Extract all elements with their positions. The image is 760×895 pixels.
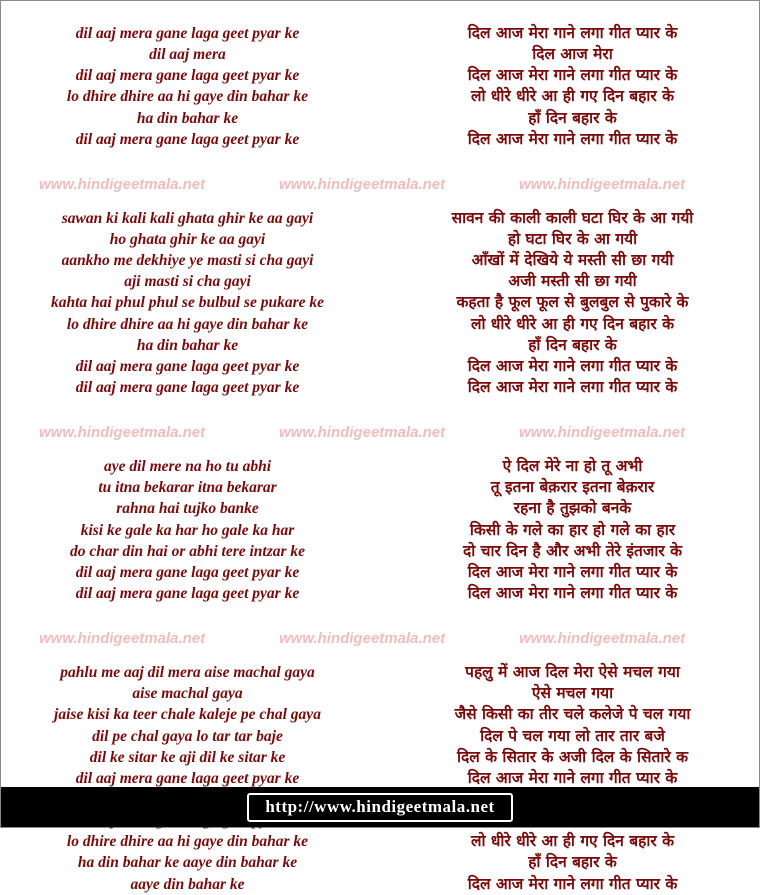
lyric-roman: pahlu me aaj dil mera aise machal gaya <box>60 664 315 682</box>
lyric-roman: ho ghata ghir ke aa gayi <box>109 230 266 248</box>
lyric-roman: kisi ke gale ka har ho gale ka har <box>80 521 295 539</box>
lyric-roman: lo dhire dhire aa hi gaye din bahar ke <box>66 315 309 333</box>
lyric-roman: aise machal gaya <box>132 685 243 703</box>
lyric-roman: dil aaj mera gane laga geet pyar ke <box>75 67 300 85</box>
lyric-devanagari: दिल आज मेरा गाने लगा गीत प्यार के <box>467 377 678 396</box>
lyric-roman: dil aaj mera gane laga geet pyar ke <box>75 357 300 375</box>
lyric-line <box>1 852 759 873</box>
lyric-roman: dil aaj mera gane laga geet pyar ke <box>75 563 300 581</box>
stanza <box>1 23 759 150</box>
lyric-line <box>1 662 759 683</box>
stanza <box>1 456 759 604</box>
watermark-text: www.hindigeetmala.net <box>279 175 446 193</box>
lyric-line <box>1 831 759 852</box>
lyric-line <box>1 129 759 150</box>
watermark-text: www.hindigeetmala.net <box>39 424 206 442</box>
lyric-devanagari: दिल आज मेरा गाने लगा गीत प्यार के <box>467 874 678 893</box>
lyric-roman: kahta hai phul phul se bulbul se pukare ke <box>50 294 325 312</box>
lyric-line <box>1 356 759 377</box>
lyric-devanagari: हाँ दिन बहार के <box>528 335 617 354</box>
lyric-devanagari: दिल पे चल गया लो तार तार बजे <box>480 726 665 745</box>
watermark-text: www.hindigeetmala.net <box>519 175 686 193</box>
lyric-line <box>1 108 759 129</box>
watermark-band <box>1 630 759 652</box>
lyric-devanagari: हाँ दिन बहार के <box>528 853 617 872</box>
lyric-devanagari: पहलु में आज दिल मेरा ऐसे मचल गया <box>465 663 680 682</box>
watermark-text: www.hindigeetmala.net <box>519 630 686 648</box>
lyric-line <box>1 292 759 313</box>
lyric-devanagari: दिल आज मेरा गाने लगा गीत प्यार के <box>467 356 678 375</box>
lyric-line <box>1 377 759 398</box>
lyric-roman: lo dhire dhire aa hi gaye din bahar ke <box>66 833 309 851</box>
lyric-line <box>1 250 759 271</box>
lyric-roman: ha din bahar ke aaye din bahar ke <box>77 854 298 872</box>
lyric-line <box>1 874 759 895</box>
lyric-devanagari: दिल आज मेरा गाने लगा गीत प्यार के <box>467 66 678 85</box>
stanza <box>1 208 759 398</box>
lyric-roman: tu itna bekarar itna bekarar <box>98 479 277 497</box>
lyric-roman: dil ke sitar ke aji dil ke sitar ke <box>89 748 286 766</box>
lyric-roman: dil aaj mera gane laga geet pyar ke <box>75 25 300 42</box>
stanza <box>1 662 759 895</box>
lyric-roman: aankho me dekhiye ye masti si cha gayi <box>61 252 314 270</box>
lyric-roman: dil aaj mera <box>149 46 226 64</box>
lyric-line <box>1 23 759 44</box>
lyric-devanagari: किसी के गले का हार हो गले का हार <box>469 520 676 539</box>
lyric-devanagari: ऐ दिल मेरे ना हो तू अभी <box>502 457 643 476</box>
watermark-text: www.hindigeetmala.net <box>279 630 446 648</box>
watermark-text: www.hindigeetmala.net <box>39 630 206 648</box>
lyric-devanagari: दिल आज मेरा गाने लगा गीत प्यार के <box>467 583 678 602</box>
site-url[interactable]: http://www.hindigeetmala.net <box>265 796 495 816</box>
lyric-line <box>1 704 759 725</box>
lyric-roman: dil aaj mera gane laga geet pyar ke <box>75 130 300 148</box>
lyric-line <box>1 477 759 498</box>
lyric-roman: dil aaj mera gane laga geet pyar ke <box>75 584 300 602</box>
lyric-roman: dil aaj mera gane laga geet pyar ke <box>75 769 300 787</box>
lyric-roman: jaise kisi ka teer chale kaleje pe chal gaya <box>54 706 321 724</box>
lyric-line <box>1 683 759 704</box>
lyric-roman: aji masti si cha gayi <box>124 273 251 291</box>
lyric-line <box>1 498 759 519</box>
lyric-devanagari: सावन की काली काली घटा घिर के आ गयी <box>451 208 694 227</box>
watermark-band <box>1 176 759 198</box>
lyric-roman: sawan ki kali kali ghata ghir ke aa gayi <box>61 209 314 227</box>
lyric-roman: ha din bahar ke <box>136 336 239 354</box>
lyric-devanagari: अजी मस्ती सी छा गयी <box>508 272 637 291</box>
lyric-devanagari: दिल के सितार के अजी दिल के सितारे क <box>456 747 688 766</box>
lyric-roman: aaye din bahar ke <box>130 875 245 893</box>
lyric-devanagari: हाँ दिन बहार के <box>528 108 617 127</box>
lyric-devanagari: दिल आज मेरा गाने लगा गीत प्यार के <box>467 768 678 787</box>
lyric-line <box>1 44 759 65</box>
lyric-devanagari: ऐसे मचल गया <box>531 684 614 703</box>
lyric-devanagari: दिल आज मेरा गाने लगा गीत प्यार के <box>467 24 678 42</box>
lyric-devanagari: दिल आज मेरा गाने लगा गीत प्यार के <box>467 562 678 581</box>
lyric-roman: dil pe chal gaya lo tar tar baje <box>92 727 283 745</box>
lyric-line <box>1 768 759 789</box>
lyric-line <box>1 86 759 107</box>
lyric-line <box>1 562 759 583</box>
lyric-roman: lo dhire dhire aa hi gaye din bahar ke <box>66 88 309 106</box>
lyric-devanagari: तू इतना बेक़रार इतना बेक़रार <box>490 478 655 497</box>
lyric-devanagari: जैसे किसी का तीर चले कलेजे पे चल गया <box>454 705 691 724</box>
lyric-roman: aye dil mere na ho tu abhi <box>103 458 272 476</box>
lyric-line <box>1 208 759 229</box>
lyric-line <box>1 65 759 86</box>
lyric-devanagari: हो घटा घिर के आ गयी <box>507 229 638 248</box>
footer-url-box[interactable] <box>247 793 512 822</box>
lyric-roman: do char din hai or abhi tere intzar ke <box>69 542 306 560</box>
watermark-text: www.hindigeetmala.net <box>279 424 446 442</box>
footer-bar <box>1 787 759 827</box>
lyric-devanagari: दिल आज मेरा गाने लगा गीत प्यार के <box>467 129 678 148</box>
lyric-devanagari: रहना है तुझको बनके <box>513 499 632 518</box>
lyric-line <box>1 271 759 292</box>
lyric-devanagari: लो धीरे धीरे आ ही गए दिन बहार के <box>470 832 675 851</box>
lyric-roman: ha din bahar ke <box>136 109 239 127</box>
lyric-line <box>1 229 759 250</box>
lyric-line <box>1 456 759 477</box>
lyric-line <box>1 314 759 335</box>
watermark-band <box>1 424 759 446</box>
lyric-devanagari: आँखों में देखिये ये मस्ती सी छा गयी <box>471 251 674 270</box>
lyric-line <box>1 520 759 541</box>
lyric-roman: rahna hai tujko banke <box>116 500 259 518</box>
lyric-line <box>1 541 759 562</box>
lyric-devanagari: लो धीरे धीरे आ ही गए दिन बहार के <box>470 87 675 106</box>
lyric-line <box>1 583 759 604</box>
lyric-devanagari: लो धीरे धीरे आ ही गए दिन बहार के <box>470 314 675 333</box>
lyric-devanagari: दो चार दिन है और अभी तेरे इंतजार के <box>462 541 683 560</box>
lyric-line <box>1 335 759 356</box>
lyric-roman: dil aaj mera gane laga geet pyar ke <box>75 378 300 396</box>
watermark-text: www.hindigeetmala.net <box>519 424 686 442</box>
lyric-devanagari: कहता है फूल फूल से बुलबुल से पुकारे के <box>456 293 689 312</box>
lyric-line <box>1 726 759 747</box>
lyric-devanagari: दिल आज मेरा <box>532 45 613 64</box>
lyric-line <box>1 747 759 768</box>
watermark-text: www.hindigeetmala.net <box>39 175 206 193</box>
